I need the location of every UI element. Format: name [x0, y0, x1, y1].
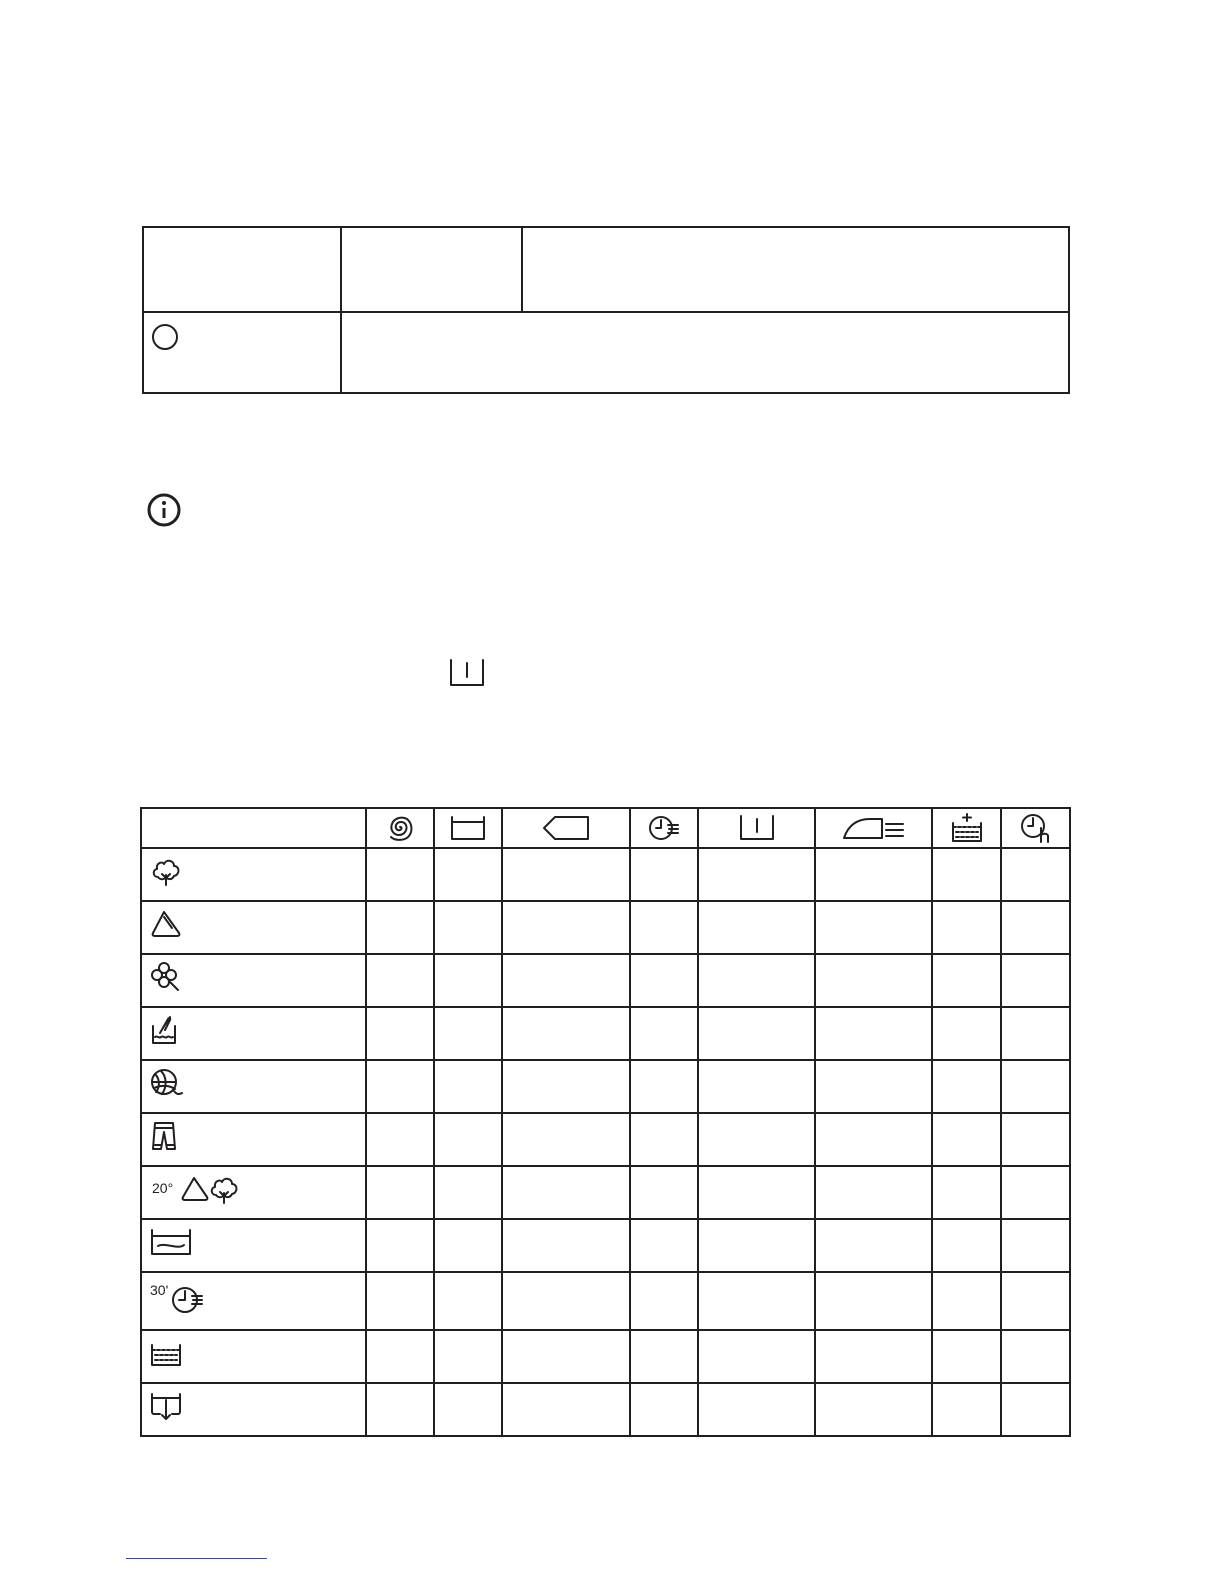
table-cell [815, 1219, 932, 1272]
extra-rinse-icon [950, 813, 984, 843]
table-cell [932, 901, 1001, 954]
options-table-cell [522, 227, 1069, 312]
table-cell [434, 848, 502, 901]
table-cell [434, 1113, 502, 1166]
table-cell [932, 1166, 1001, 1219]
table-cell [698, 1113, 815, 1166]
table-cell [434, 1007, 502, 1060]
synthetics-icon [150, 908, 182, 940]
label-tag-icon [541, 814, 591, 842]
rinse-icon [150, 1337, 184, 1369]
table-cell [1001, 1383, 1070, 1436]
mixed-20-icon [150, 1173, 246, 1205]
handwash-icon [150, 1014, 182, 1046]
table-cell [630, 901, 698, 954]
programme-header [141, 808, 366, 848]
table-cell [815, 1166, 932, 1219]
table-cell [815, 901, 932, 954]
table-cell [630, 848, 698, 901]
table-cell [434, 954, 502, 1007]
column-header [630, 808, 698, 848]
table-cell [1001, 1166, 1070, 1219]
symbol-cell [143, 312, 341, 393]
table-cell [366, 1113, 434, 1166]
table-cell [815, 1383, 932, 1436]
table-cell [932, 954, 1001, 1007]
table-cell [932, 1272, 1001, 1330]
table-cell [502, 1113, 630, 1166]
table-cell [698, 1007, 815, 1060]
table-cell [630, 1272, 698, 1330]
table-cell [366, 1383, 434, 1436]
column-header [502, 808, 630, 848]
column-header [434, 808, 502, 848]
table-cell [630, 1166, 698, 1219]
table-cell [502, 901, 630, 954]
info-icon [146, 492, 182, 528]
programme-row-cotton [141, 848, 366, 901]
table-cell [434, 1330, 502, 1383]
soak-icon [150, 1226, 194, 1258]
table-cell [502, 954, 630, 1007]
table-cell [1001, 901, 1070, 954]
table-cell [434, 901, 502, 954]
table-cell [698, 1272, 815, 1330]
programme-row-jeans [141, 1113, 366, 1166]
table-cell [366, 1166, 434, 1219]
jeans-icon [150, 1120, 182, 1152]
table-cell [630, 954, 698, 1007]
prewash-compartment-icon [738, 814, 776, 842]
delay-start-icon [1019, 812, 1053, 844]
column-header [366, 808, 434, 848]
table-cell [502, 1383, 630, 1436]
table-cell [698, 1330, 815, 1383]
table-cell [502, 848, 630, 901]
table-cell [502, 1166, 630, 1219]
table-cell [434, 1272, 502, 1330]
table-cell [1001, 1330, 1070, 1383]
programme-row-mixed-20 [141, 1166, 366, 1219]
options-table-cell [341, 227, 522, 312]
table-cell [434, 1383, 502, 1436]
table-cell [630, 1383, 698, 1436]
programme-row-synthetics [141, 901, 366, 954]
programme-table [140, 807, 1071, 1437]
column-header [1001, 808, 1070, 848]
table-cell [1001, 848, 1070, 901]
column-header [932, 808, 1001, 848]
table-cell [502, 1007, 630, 1060]
symbol-description [341, 312, 1069, 393]
table-cell [1001, 1219, 1070, 1272]
prewash-compartment-icon [448, 658, 486, 688]
table-cell [698, 1383, 815, 1436]
quick-30-icon [150, 1279, 220, 1315]
cotton-icon [150, 855, 182, 887]
programme-row-soak [141, 1219, 366, 1272]
temperature-label: 20° [152, 1179, 174, 1196]
duration-label: 30' [150, 1281, 169, 1298]
table-cell [932, 848, 1001, 901]
table-cell [630, 1113, 698, 1166]
options-table-cell [143, 227, 341, 312]
table-cell [815, 1060, 932, 1113]
programme-row-handwash [141, 1007, 366, 1060]
table-cell [1001, 1007, 1070, 1060]
table-cell [1001, 1113, 1070, 1166]
table-cell [698, 954, 815, 1007]
table-cell [698, 848, 815, 901]
table-cell [932, 1219, 1001, 1272]
circle-icon [151, 323, 179, 351]
table-cell [1001, 1060, 1070, 1113]
table-cell [932, 1383, 1001, 1436]
table-cell [366, 848, 434, 901]
table-cell [815, 954, 932, 1007]
table-cell [366, 1007, 434, 1060]
programme-row-rinse [141, 1330, 366, 1383]
table-cell [434, 1166, 502, 1219]
programme-row-quick-30 [141, 1272, 366, 1330]
table-cell [698, 1219, 815, 1272]
table-cell [815, 1272, 932, 1330]
table-cell [932, 1060, 1001, 1113]
table-cell [698, 1166, 815, 1219]
table-cell [932, 1113, 1001, 1166]
table-cell [815, 1007, 932, 1060]
programme-row-delicates [141, 954, 366, 1007]
delicates-icon [150, 961, 182, 993]
table-cell [366, 1330, 434, 1383]
table-cell [932, 1007, 1001, 1060]
table-cell [366, 901, 434, 954]
table-cell [502, 1219, 630, 1272]
table-cell [815, 1113, 932, 1166]
main-wash-compartment-icon [448, 814, 488, 842]
table-cell [366, 1060, 434, 1113]
time-saver-icon [648, 813, 680, 843]
options-table [142, 226, 1070, 394]
table-cell [630, 1330, 698, 1383]
table-cell [932, 1330, 1001, 1383]
table-cell [434, 1060, 502, 1113]
table-cell [366, 1219, 434, 1272]
footer-rule [126, 1558, 267, 1559]
table-cell [1001, 954, 1070, 1007]
table-cell [366, 954, 434, 1007]
table-cell [815, 848, 932, 901]
programme-row-wool [141, 1060, 366, 1113]
table-cell [698, 1060, 815, 1113]
table-cell [502, 1272, 630, 1330]
column-header [698, 808, 815, 848]
easy-iron-icon [842, 814, 906, 842]
column-header [815, 808, 932, 848]
table-cell [815, 1330, 932, 1383]
table-cell [630, 1007, 698, 1060]
table-cell [698, 901, 815, 954]
table-cell [502, 1060, 630, 1113]
table-cell [630, 1219, 698, 1272]
table-cell [366, 1272, 434, 1330]
wool-icon [150, 1067, 184, 1099]
table-cell [630, 1060, 698, 1113]
table-cell [1001, 1272, 1070, 1330]
programme-row-drain [141, 1383, 366, 1436]
table-cell [502, 1330, 630, 1383]
table-cell [434, 1219, 502, 1272]
drain-icon [150, 1390, 184, 1422]
spin-icon [385, 813, 415, 843]
